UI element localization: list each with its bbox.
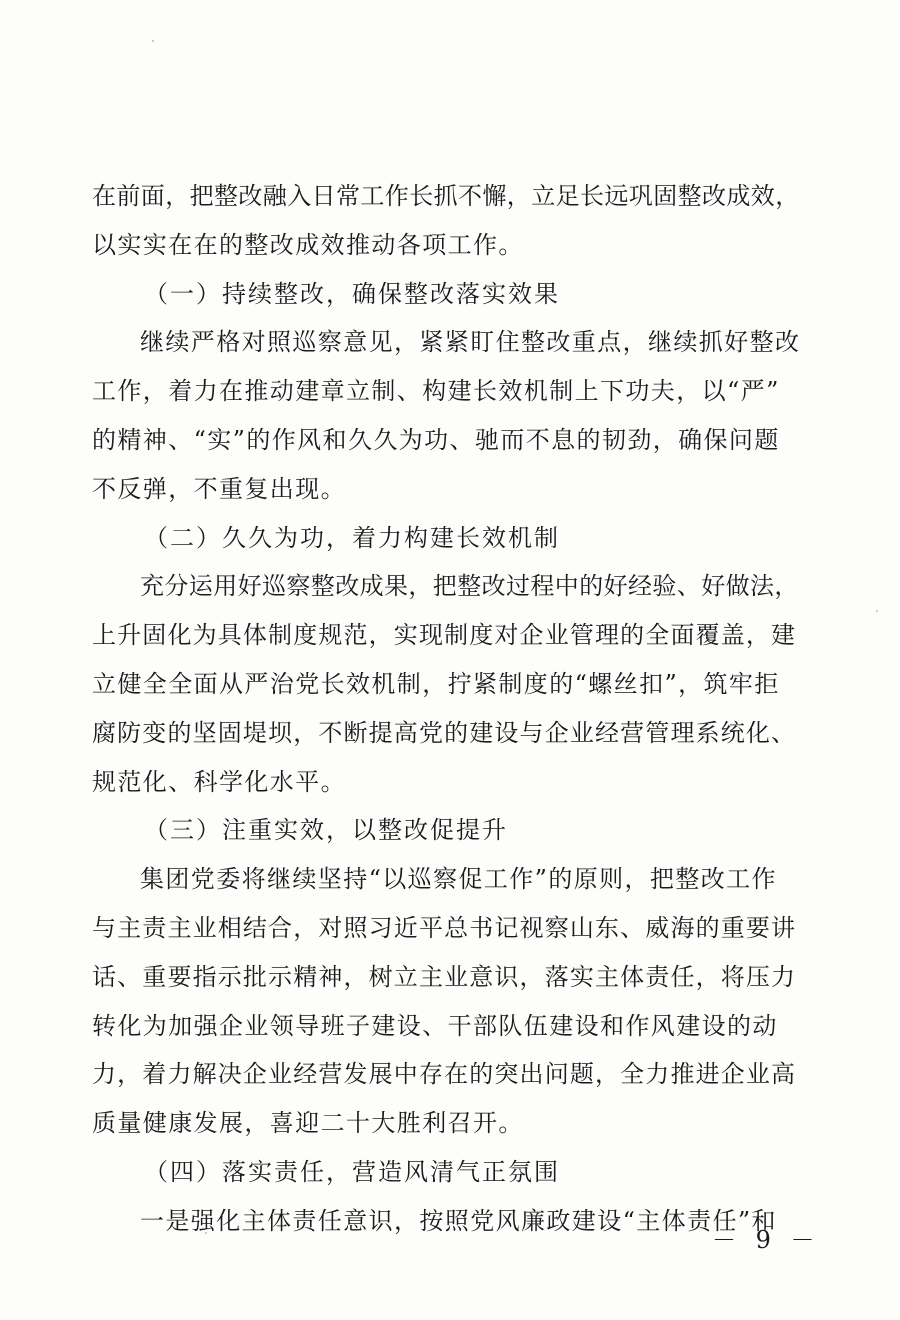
text-line: 继续严格对照巡察意见，紧紧盯住整改重点，继续抓好整改 <box>140 328 801 357</box>
text-line: 在前面，把整改融入日常工作长抓不懈，立足长远巩固整改成效， <box>92 182 800 210</box>
section-heading-3: （三）注重实效，以整改促提升 <box>144 816 508 845</box>
text-line: 立健全全面从严治党长效机制，拧紧制度的“螺丝扣”，筑牢拒 <box>92 669 780 698</box>
text-line: 转化为加强企业领导班子建设、干部队伍建设和作风建设的动 <box>92 1011 778 1040</box>
text-line: 腐防变的坚固堤坝，不断提高党的建设与企业经营管理系统化、 <box>92 718 797 747</box>
section-heading-1: （一）持续整改，确保整改落实效果 <box>144 279 560 308</box>
section-heading-4: （四）落实责任，营造风清气正氛围 <box>144 1157 560 1186</box>
text-line: 集团党委将继续坚持“以巡察促工作”的原则，把整改工作 <box>140 865 777 894</box>
text-line: 一是强化主体责任意识，按照党风廉政建设“主体责任”和 <box>140 1206 777 1235</box>
text-line: 质量健康发展，喜迎二十大胜利召开。 <box>92 1109 524 1138</box>
text-line: 规范化、科学化水平。 <box>92 767 346 796</box>
text-line: 的精神、“实”的作风和久久为功、驰而不息的韧劲，确保问题 <box>92 425 780 454</box>
body-text <box>92 172 801 1246</box>
page-number: － 9 － <box>712 1226 821 1254</box>
text-line: 话、重要指示批示精神，树立主业意识，落实主体责任，将压力 <box>92 962 797 991</box>
text-line: 力，着力解决企业经营发展中存在的突出问题，全力推进企业高 <box>92 1060 797 1089</box>
scan-speck <box>152 40 154 42</box>
text-line: 以实实在在的整改成效推动各项工作。 <box>92 230 524 259</box>
text-line: 工作，着力在推动建章立制、构建长效机制上下功夫，以“严” <box>92 377 780 406</box>
section-heading-2: （二）久久为功，着力构建长效机制 <box>144 523 560 552</box>
scan-speck <box>876 610 878 612</box>
text-line: 与主责主业相结合，对照习近平总书记视察山东、威海的重要讲 <box>92 913 797 942</box>
text-line: 充分运用好巡察整改成果，把整改过程中的好经验、好做法， <box>140 572 799 601</box>
text-line: 上升固化为具体制度规范，实现制度对企业管理的全面覆盖，建 <box>92 621 797 650</box>
text-line: 不反弹，不重复出现。 <box>92 474 346 503</box>
